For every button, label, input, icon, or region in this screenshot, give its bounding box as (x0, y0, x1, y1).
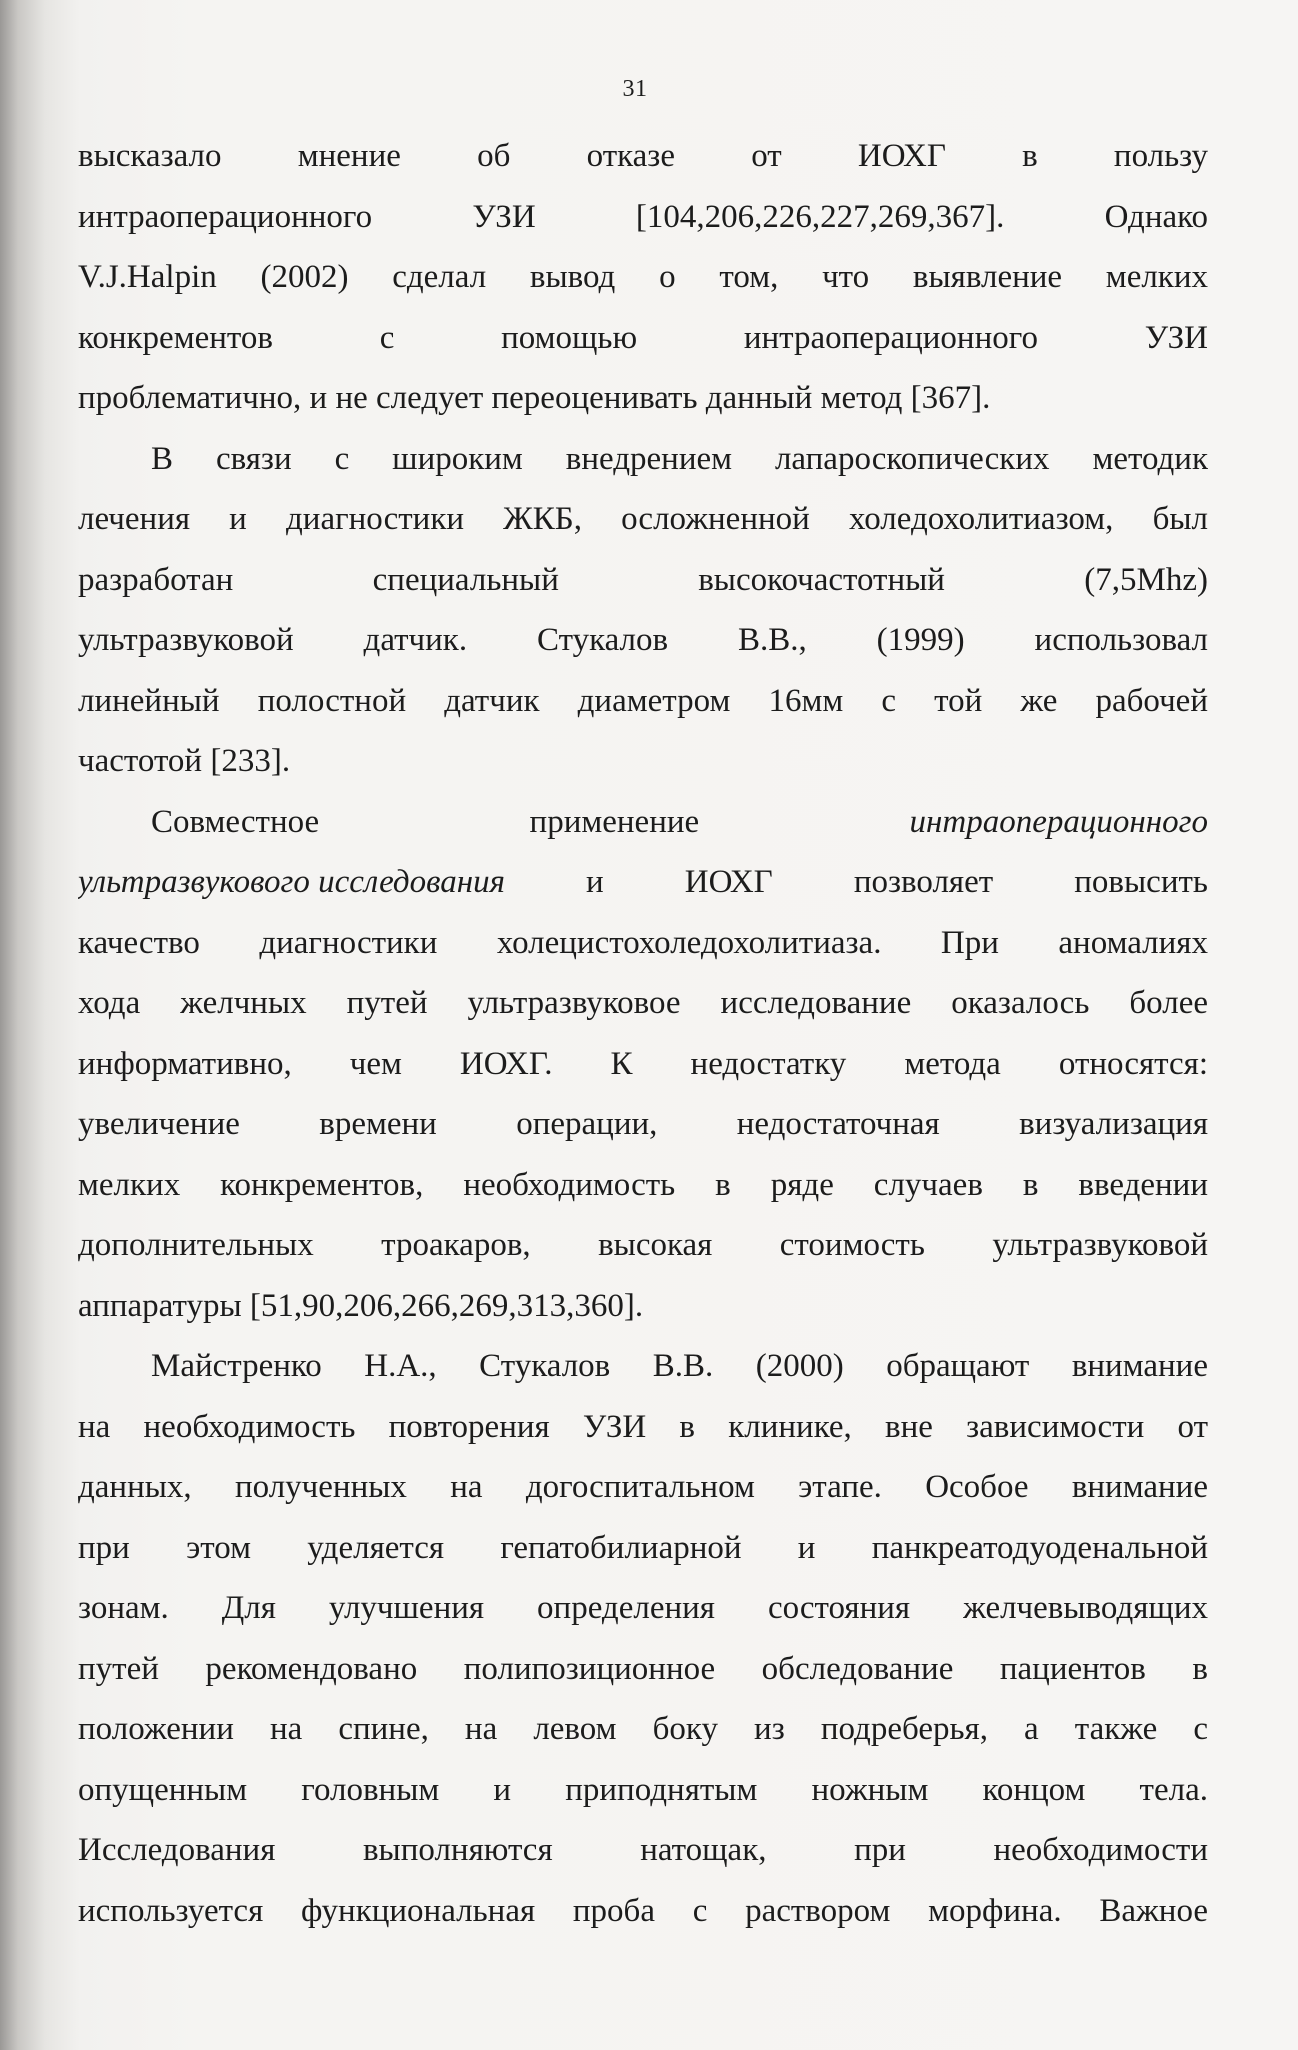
text-span: и (586, 864, 604, 900)
text-line: V.J.Halpin (2002) сделал вывод о том, что выявление мелких (78, 259, 1208, 295)
italic-term: интраоперационного (909, 803, 1208, 840)
body-text (78, 126, 1208, 1941)
text-line: опущенным головным и приподнятым ножным концом тела. (78, 1771, 1208, 1808)
text-line: конкрементов с помощью интраоперационного УЗИ (78, 319, 1208, 356)
text-line: используется функциональная проба с раствором морфина. Важное (78, 1892, 1208, 1929)
text-line: Исследования выполняются натощак, при необходимости (78, 1832, 1208, 1868)
text-line: на необходимость повторения УЗИ в клинике, вне зависимости от (78, 1408, 1208, 1445)
text-line: линейный полостной датчик диаметром 16мм с той же рабочей (78, 682, 1208, 719)
text-span: повысить (1074, 864, 1208, 900)
text-line: ультразвуковой датчик. Стукалов В.В., (1999) использовал (78, 622, 1208, 658)
text-span: применение (529, 803, 700, 840)
text-line: хода желчных путей ультразвуковое исследование оказалось более (78, 985, 1208, 1021)
text-line: информативно, чем ИОХГ. К недостатку метода относятся: (78, 1045, 1208, 1082)
text-line: дополнительных троакаров, высокая стоимость ультразвуковой (78, 1227, 1208, 1263)
text-line: положении на спине, на левом боку из подреберья, а также с (78, 1711, 1208, 1747)
text-line: увеличение времени операции, недостаточная визуализация (78, 1106, 1208, 1142)
text-line: при этом уделяется гепатобилиарной и панкреатодуоденальной (78, 1529, 1208, 1566)
text-line: зонам. Для улучшения определения состояния желчевыводящих (78, 1590, 1208, 1626)
text-line (78, 792, 1208, 853)
text-span: позволяет (853, 864, 994, 900)
text-line (78, 852, 1208, 913)
text-line: разработан специальный высокочастотный (7,5Mhz) (78, 561, 1208, 598)
text-line: интраоперационного УЗИ [104,206,226,227,269,367]. Однако (78, 198, 1208, 235)
text-line: проблематично, и не следует переоценивать данный метод [367]. (78, 380, 991, 416)
text-line: Майстренко Н.А., Стукалов В.В. (2000) обращают внимание (151, 1348, 1208, 1384)
text-line: путей рекомендовано полипозиционное обследование пациентов в (78, 1650, 1208, 1687)
text-line: мелких конкрементов, необходимость в ряде случаев в введении (78, 1166, 1208, 1203)
text-line: частотой [233]. (78, 743, 291, 779)
page-number: 31 (622, 76, 648, 102)
text-span: Совместное (151, 803, 320, 840)
text-span: ИОХГ (684, 864, 773, 900)
italic-term: ультразвукового исследования (78, 864, 505, 900)
text-line: данных, полученных на догоспитальном этапе. Особое внимание (78, 1469, 1208, 1505)
text-line: аппаратуры [51,90,206,266,269,313,360]. (78, 1287, 644, 1324)
text-line: лечения и диагностики ЖКБ, осложненной холедохолитиазом, был (78, 501, 1208, 537)
text-line: В связи с широким внедрением лапароскопических методик (151, 440, 1208, 477)
text-line: высказало мнение об отказе от ИОХГ в пользу (78, 138, 1208, 174)
text-line: качество диагностики холецистохоледохолитиаза. При аномалиях (78, 924, 1208, 961)
